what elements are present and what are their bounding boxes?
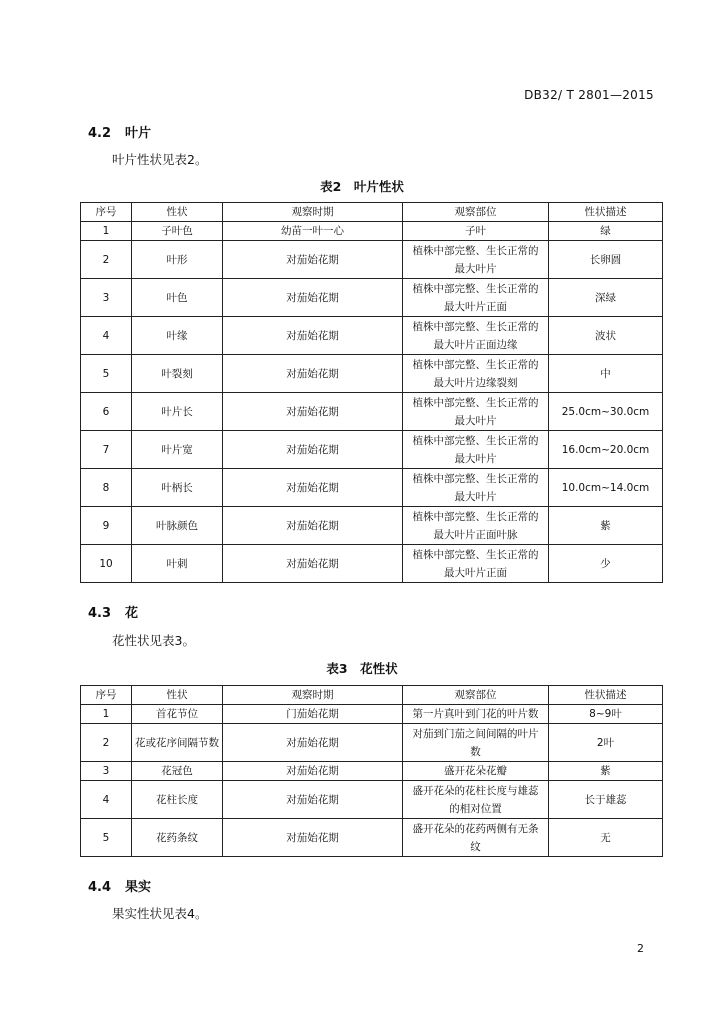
cell-period: 对茄始花期: [223, 431, 403, 469]
col-header-part: 观察部位: [403, 203, 549, 222]
cell-no: 4: [81, 317, 132, 355]
cell-no: 1: [81, 705, 132, 724]
cell-no: 9: [81, 507, 132, 545]
cell-period: 对茄始花期: [223, 317, 403, 355]
cell-desc: 少: [549, 545, 663, 583]
part-line-1: 盛开花朵的花柱长度与雄蕊: [412, 784, 539, 797]
table-row: [81, 431, 663, 469]
cell-no: 5: [81, 819, 132, 857]
table3-caption: 表3 花性状: [326, 661, 398, 676]
cell-trait: 花冠色: [132, 762, 223, 781]
part-line-2: 最大叶片: [454, 262, 497, 275]
cell-trait: 叶色: [132, 279, 223, 317]
cell-trait: 叶柄长: [132, 469, 223, 507]
part-line-2: 最大叶片: [454, 452, 497, 465]
cell-desc: 紫: [549, 762, 663, 781]
cell-trait: 花药条纹: [132, 819, 223, 857]
cell-part: [403, 279, 549, 317]
part-line-2: 最大叶片正面叶脉: [433, 528, 518, 541]
section-number: 4.3: [88, 606, 112, 621]
part-line-2: 的相对位置: [449, 802, 502, 815]
cell-period: 对茄始花期: [223, 819, 403, 857]
cell-part: [403, 241, 549, 279]
cell-part: [403, 705, 549, 724]
col-header-period: 观察时期: [223, 686, 403, 705]
page-number: 2: [637, 942, 644, 955]
part-line-2: 最大叶片: [454, 414, 497, 427]
table-row: [81, 222, 663, 241]
table-row: [81, 317, 663, 355]
cell-trait: 叶缘: [132, 317, 223, 355]
cell-desc: 25.0cm~30.0cm: [549, 393, 663, 431]
part-line-1: 盛开花朵的花药两侧有无条: [412, 822, 539, 835]
part-line-2: 数: [470, 745, 481, 758]
part-line-1: 盛开花朵花瓣: [444, 765, 507, 777]
cell-trait: 叶脉颜色: [132, 507, 223, 545]
section-intro-4-3: 花性状见表3。: [112, 633, 195, 648]
cell-part: [403, 507, 549, 545]
section-heading-4-3: [88, 602, 138, 621]
part-line-1: 植株中部完整、生长正常的: [412, 358, 539, 371]
part-line-1: 植株中部完整、生长正常的: [412, 244, 539, 257]
cell-desc: 绿: [549, 222, 663, 241]
cell-desc: 8~9叶: [549, 705, 663, 724]
part-line-2: 最大叶片正面: [444, 300, 507, 313]
col-header-trait: 性状: [132, 686, 223, 705]
cell-no: 1: [81, 222, 132, 241]
table-row: [81, 279, 663, 317]
table-row: [81, 469, 663, 507]
table-header-row: [81, 203, 663, 222]
part-line-2: 纹: [470, 840, 481, 853]
cell-trait: 花或花序间隔节数: [132, 724, 223, 762]
col-header-period: 观察时期: [223, 203, 403, 222]
section-intro-4-2: 叶片性状见表2。: [112, 152, 208, 167]
cell-no: 2: [81, 724, 132, 762]
cell-trait: 叶形: [132, 241, 223, 279]
part-line-1: 植株中部完整、生长正常的: [412, 396, 539, 409]
cell-part: [403, 724, 549, 762]
cell-trait: 子叶色: [132, 222, 223, 241]
cell-period: 对茄始花期: [223, 781, 403, 819]
section-number: 4.4: [88, 880, 112, 895]
part-line-1: 植株中部完整、生长正常的: [412, 510, 539, 523]
col-header-desc: 性状描述: [549, 203, 663, 222]
cell-part: [403, 355, 549, 393]
col-header-no: 序号: [81, 686, 132, 705]
cell-period: 对茄始花期: [223, 762, 403, 781]
cell-no: 5: [81, 355, 132, 393]
cell-desc: 10.0cm~14.0cm: [549, 469, 663, 507]
part-line-2: 最大叶片: [454, 490, 497, 503]
cell-period: 对茄始花期: [223, 545, 403, 583]
section-title: 花: [125, 606, 139, 621]
cell-part: [403, 819, 549, 857]
cell-no: 2: [81, 241, 132, 279]
cell-desc: 16.0cm~20.0cm: [549, 431, 663, 469]
table-row: [81, 507, 663, 545]
cell-period: 对茄始花期: [223, 241, 403, 279]
col-header-desc: 性状描述: [549, 686, 663, 705]
table-header-row: [81, 686, 663, 705]
section-heading-4-2: [88, 122, 151, 141]
part-line-1: 植株中部完整、生长正常的: [412, 434, 539, 447]
part-line-2: 最大叶片边缘裂刻: [433, 376, 518, 389]
table-row: [81, 705, 663, 724]
table3: [80, 685, 663, 857]
cell-desc: 紫: [549, 507, 663, 545]
table-row: [81, 241, 663, 279]
cell-desc: 长于雄蕊: [549, 781, 663, 819]
document-code: DB32/ T 2801—2015: [524, 88, 654, 102]
col-header-trait: 性状: [132, 203, 223, 222]
section-intro-4-4: 果实性状见表4。: [112, 906, 208, 921]
cell-period: 对茄始花期: [223, 393, 403, 431]
cell-period: 对茄始花期: [223, 724, 403, 762]
cell-trait: 叶片长: [132, 393, 223, 431]
cell-period: 对茄始花期: [223, 279, 403, 317]
cell-trait: 叶片宽: [132, 431, 223, 469]
part-line-2: 最大叶片正面边缘: [433, 338, 518, 351]
col-header-part: 观察部位: [403, 686, 549, 705]
table-row: [81, 762, 663, 781]
part-line-2: 最大叶片正面: [444, 566, 507, 579]
cell-desc: 无: [549, 819, 663, 857]
cell-trait: 花柱长度: [132, 781, 223, 819]
cell-no: 3: [81, 279, 132, 317]
cell-part: [403, 393, 549, 431]
table-row: [81, 545, 663, 583]
cell-desc: 2叶: [549, 724, 663, 762]
table-row: [81, 355, 663, 393]
cell-part: [403, 317, 549, 355]
cell-part: [403, 762, 549, 781]
cell-part: [403, 222, 549, 241]
cell-period: 对茄始花期: [223, 355, 403, 393]
table-row: [81, 781, 663, 819]
cell-period: 对茄始花期: [223, 507, 403, 545]
cell-desc: 中: [549, 355, 663, 393]
cell-trait: 首花节位: [132, 705, 223, 724]
cell-part: [403, 545, 549, 583]
cell-no: 4: [81, 781, 132, 819]
cell-period: 对茄始花期: [223, 469, 403, 507]
section-title: 叶片: [125, 126, 152, 141]
cell-desc: 长卵圆: [549, 241, 663, 279]
table2: [80, 202, 663, 583]
section-heading-4-4: [88, 876, 151, 895]
table-row: [81, 819, 663, 857]
table-row: [81, 724, 663, 762]
section-title: 果实: [125, 880, 152, 895]
section-number: 4.2: [88, 126, 112, 141]
cell-part: [403, 469, 549, 507]
cell-no: 6: [81, 393, 132, 431]
part-line-1: 子叶: [465, 225, 486, 237]
cell-no: 3: [81, 762, 132, 781]
col-header-no: 序号: [81, 203, 132, 222]
part-line-1: 植株中部完整、生长正常的: [412, 548, 539, 561]
part-line-1: 对茄到门茄之间间隔的叶片: [412, 727, 539, 740]
part-line-1: 第一片真叶到门花的叶片数: [412, 708, 539, 720]
cell-no: 10: [81, 545, 132, 583]
part-line-1: 植株中部完整、生长正常的: [412, 472, 539, 485]
part-line-1: 植株中部完整、生长正常的: [412, 320, 539, 333]
cell-no: 7: [81, 431, 132, 469]
cell-period: 门茄始花期: [223, 705, 403, 724]
part-line-1: 植株中部完整、生长正常的: [412, 282, 539, 295]
cell-no: 8: [81, 469, 132, 507]
cell-period: 幼苗一叶一心: [223, 222, 403, 241]
cell-part: [403, 431, 549, 469]
cell-part: [403, 781, 549, 819]
cell-trait: 叶裂刻: [132, 355, 223, 393]
cell-desc: 深绿: [549, 279, 663, 317]
table2-caption: 表2 叶片性状: [320, 179, 404, 194]
cell-trait: 叶刺: [132, 545, 223, 583]
cell-desc: 波状: [549, 317, 663, 355]
table-row: [81, 393, 663, 431]
